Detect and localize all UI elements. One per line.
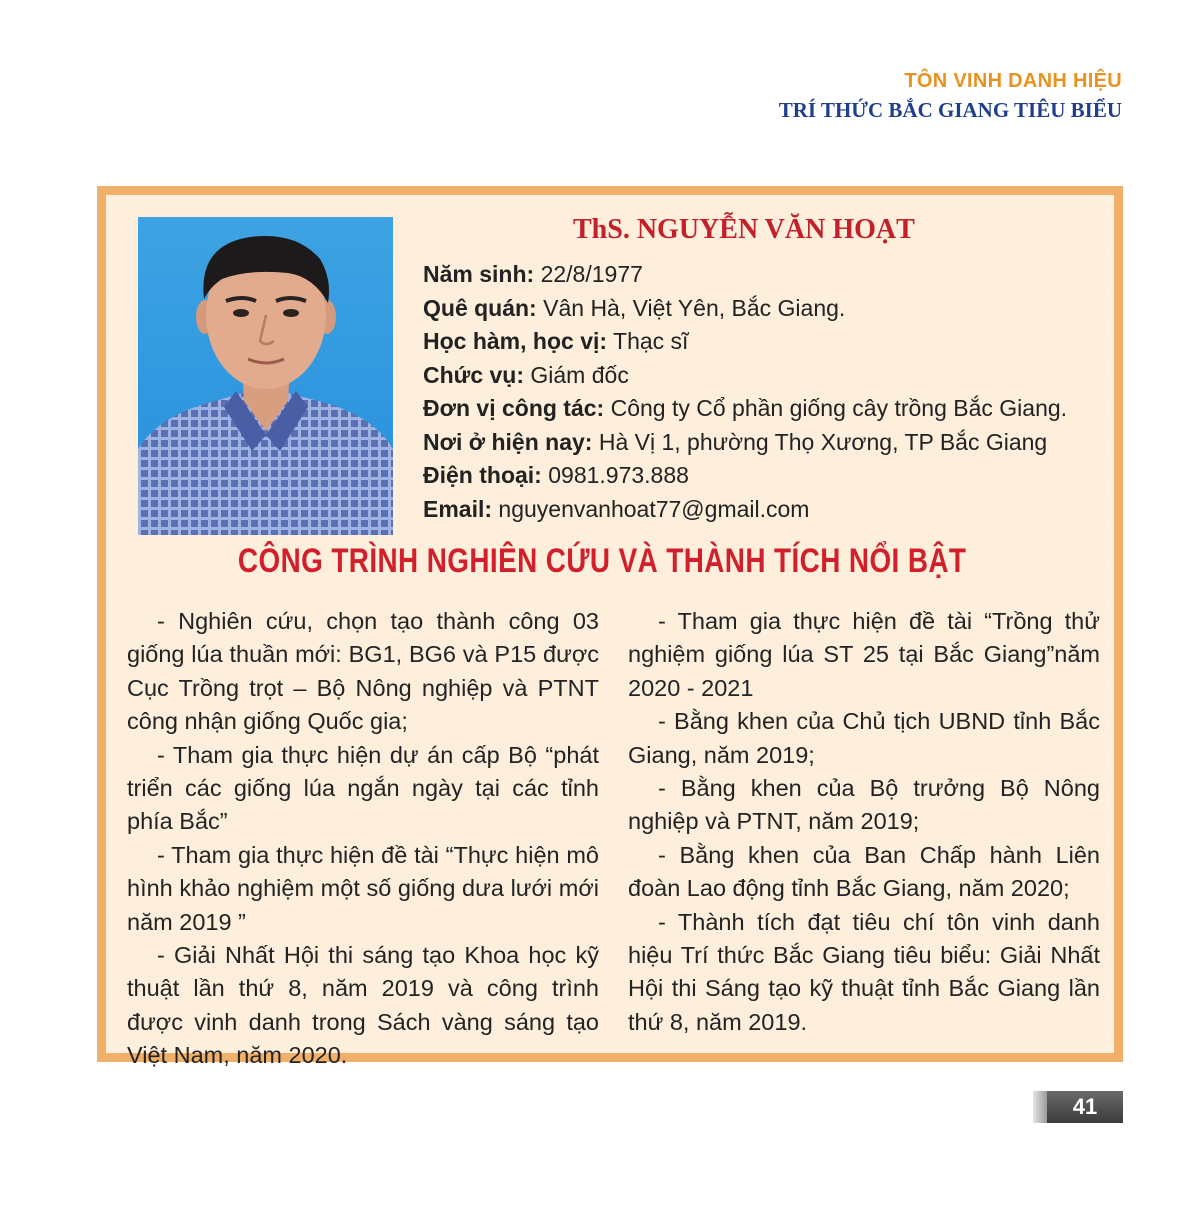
info-row-email <box>423 493 1113 527</box>
field-label: Quê quán: <box>423 294 537 321</box>
field-label: Năm sinh: <box>423 261 535 287</box>
info-row-workplace <box>423 392 1113 426</box>
portrait-photo <box>138 217 393 535</box>
achievement-item: - Bằng khen của Chủ tịch UBND tỉnh Bắc Giang, năm 2019; <box>628 708 1100 768</box>
field-label: Chức vụ: <box>423 361 524 388</box>
header-line-1: TÔN VINH DANH HIỆU <box>904 70 1122 92</box>
info-row-phone <box>423 459 1113 493</box>
achievement-item: - Thành tích đạt tiêu chí tôn vinh danh hiệu Trí thức Bắc Giang tiêu biểu: Giải Nhất Hội thi Sáng tạo kỹ thuật tỉnh Bắc Giang lần thứ 8, năm 2019. <box>628 908 1100 1035</box>
section-title: CÔNG TRÌNH NGHIÊN CỨU VÀ THÀNH TÍCH NỔI BẬT <box>237 542 967 580</box>
field-value: Giám đốc <box>524 361 629 388</box>
achievements-left-column <box>127 605 599 1073</box>
achievement-item: - Tham gia thực hiện dự án cấp Bộ “phát triển các giống lúa ngắn ngày tại các tỉnh phía Bắc” <box>127 741 599 835</box>
info-row-position <box>423 359 1113 393</box>
portrait-illustration <box>138 217 393 535</box>
info-row-hometown <box>423 292 1113 326</box>
field-label: Đơn vị công tác: <box>423 395 605 421</box>
field-value: Vân Hà, Việt Yên, Bắc Giang. <box>536 294 846 321</box>
field-label: Email: <box>423 495 493 522</box>
achievements-right-column <box>628 605 1100 1039</box>
person-name: ThS. NGUYỄN VĂN HOẠT <box>573 214 915 245</box>
field-label: Nơi ở hiện nay: <box>423 428 593 455</box>
header-line-2: TRÍ THỨC BẮC GIANG TIÊU BIỂU <box>778 98 1122 122</box>
achievement-item: - Giải Nhất Hội thi sáng tạo Khoa học kỹ thuật lần thứ 8, năm 2019 và công trình được vinh danh trong Sách vàng sáng tạo Việt Nam, năm 2020. <box>127 942 599 1069</box>
info-row-residence <box>423 426 1113 460</box>
achievement-item: - Bằng khen của Bộ trưởng Bộ Nông nghiệp và PTNT, năm 2019; <box>628 775 1100 835</box>
field-value: Hà Vị 1, phường Thọ Xương, TP Bắc Giang <box>592 428 1048 455</box>
field-value: 22/8/1977 <box>534 261 643 287</box>
field-value: 0981.973.888 <box>541 462 689 488</box>
field-value: Thạc sĩ <box>607 328 689 354</box>
field-value: Công ty Cổ phần giống cây trồng Bắc Giang. <box>604 395 1068 421</box>
achievement-item: - Tham gia thực hiện đề tài “Trồng thử nghiệm giống lúa ST 25 tại Bắc Giang”năm 2020 - 2021 <box>628 608 1100 701</box>
field-label: Điện thoại: <box>423 462 542 488</box>
achievement-item: - Nghiên cứu, chọn tạo thành công 03 giống lúa thuần mới: BG1, BG6 và P15 được Cục Trồng trọt – Bộ Nông nghiệp và PTNT công nhận giống Quốc gia; <box>127 608 599 735</box>
field-label: Học hàm, học vị: <box>423 328 608 354</box>
profile-info <box>423 258 1113 526</box>
achievement-item: - Bằng khen của Ban Chấp hành Liên đoàn Lao động tỉnh Bắc Giang, năm 2020; <box>628 841 1100 902</box>
page-number: 41 <box>1047 1091 1123 1123</box>
achievement-item: - Tham gia thực hiện đề tài “Thực hiện mô hình khảo nghiệm một số giống dưa lưới mới năm 2019 ” <box>127 841 599 935</box>
field-value: nguyenvanhoat77@gmail.com <box>492 495 810 522</box>
info-row-birth <box>423 258 1113 292</box>
info-row-degree <box>423 325 1113 359</box>
